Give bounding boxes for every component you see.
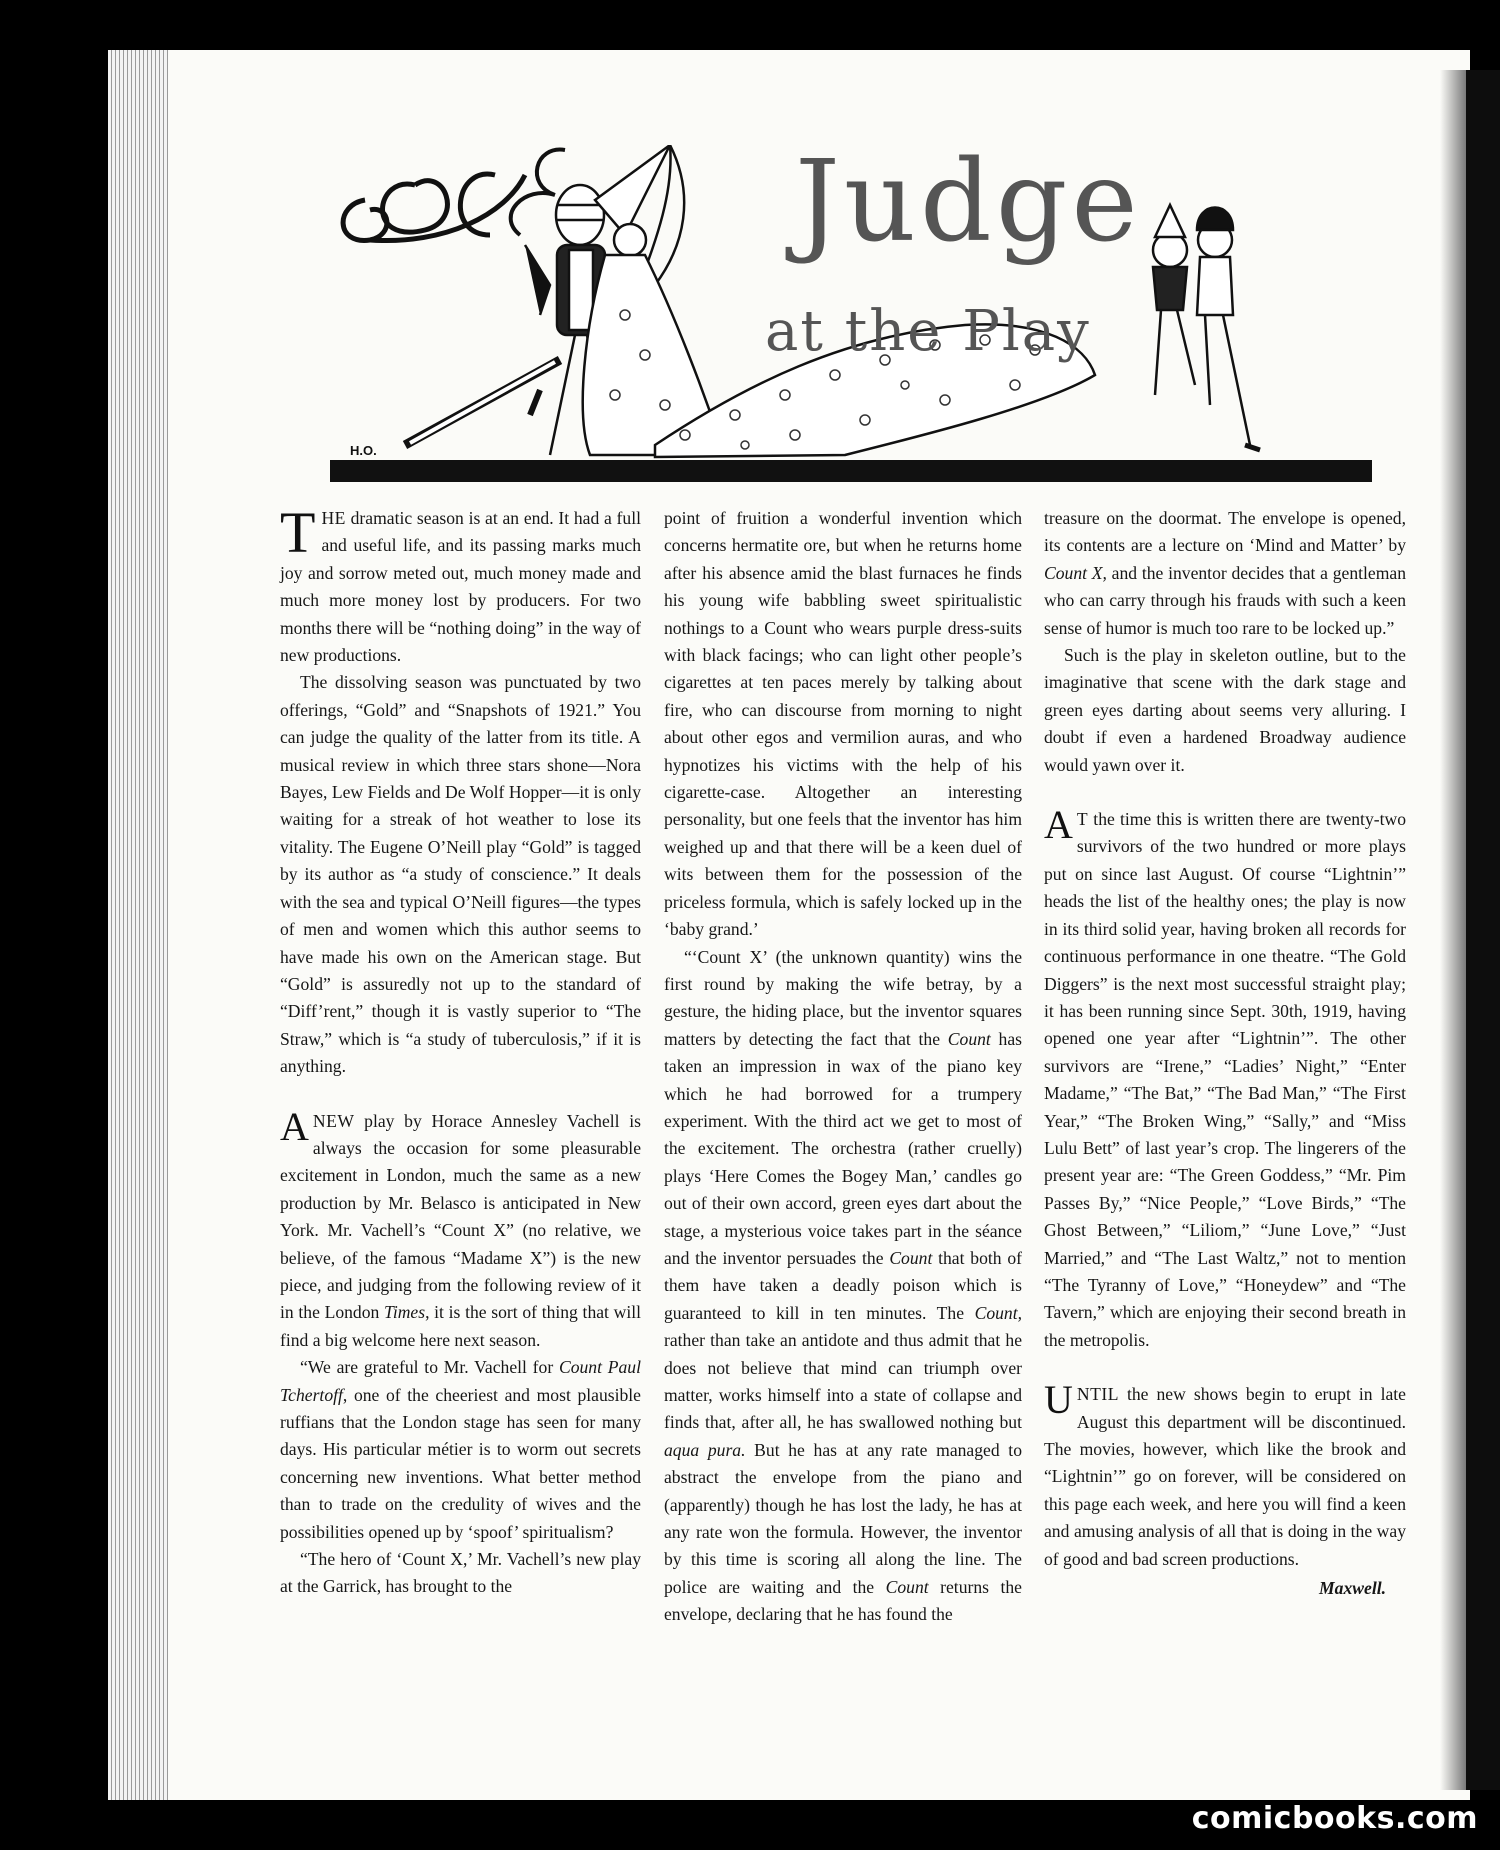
paragraph-text: But he has at any rate managed to abstract the envelope from the piano and (apparently) though he has lost the lady, he has at any rate won the formula. However, the inventor by this time is scoring all along the line. The police are waiting and the (664, 1439, 1022, 1597)
drop-cap: T (280, 500, 316, 565)
stage-floor-bar (330, 460, 1372, 482)
lead-word: NTIL (1076, 1384, 1119, 1405)
paragraph-text: , it is the sort of thing that will find a big welcome here next season. (280, 1302, 641, 1350)
italic-text: Count, (974, 1302, 1022, 1323)
paragraph (1044, 505, 1406, 642)
paragraph: “The hero of ‘Count X,’ Mr. Vachell’s new play at the Garrick, has brought to the (280, 1549, 641, 1597)
paragraph-text: “We are grateful to Mr. Vachell for (300, 1357, 559, 1378)
column-1 (280, 500, 641, 1601)
paragraph (280, 500, 641, 669)
italic-text: Times (384, 1302, 426, 1323)
paragraph: point of fruition a wonderful invention which concerns hermatite ore, but when he returns home after his absence amid the blast furnaces he finds his young wife babbling sweet spiritualistic nothings to a Count who wears purple dress-suits with black facings; who can light other people’s cigarettes at ten paces merely by talking about fire, who can discourse from morning to night about other egos and vermilion auras, and who hypnotizes his victims with the help of his cigarette-case. Altogether an interesting personality, but one feels that the inventor has him weighed up and that there will be a keen duel of wits between them for the possession of the priceless formula, which is safely locked up in the ‘baby grand.’ (664, 508, 1022, 940)
paragraph-text: dramatic season is at an end. It had a full and useful life, and its passing marks much joy and sorrow meted out, much money made and much more money lost by producers. For two months there will be “nothing doing” in the way of new productions. (280, 508, 641, 666)
lead-word: T (1076, 809, 1089, 830)
paragraph-text: has taken an impression in wax of the piano key which he had borrowed for a trumpery experiment. With the third act we get to most of the excitement. The orchestra (rather cruelly) plays ‘Here Comes the Bogey Man,’ candles go out of their own accord, green eyes dart about the stage, a mysterious voice takes part in the séance and the inventor persuades the (664, 1028, 1022, 1268)
italic-text: Count X, (1044, 562, 1107, 583)
italic-text: aqua pura. (664, 1439, 746, 1460)
paragraph-text: treasure on the doormat. The envelope is opened, its contents are a lecture on ‘Mind and Matter’ by (1044, 508, 1406, 556)
paragraph (1044, 1377, 1406, 1573)
paragraph: Such is the play in skeleton outline, but to the imaginative that scene with the dark stage and green eyes darting about seems very alluring. I doubt if even a hardened Broadway audience would yawn over it. (1044, 645, 1406, 775)
author-signature: Maxwell. (1319, 1578, 1386, 1599)
paragraph-text: , one of the cheeriest and most plausible ruffians that the London stage has seen for many days. His particular métier is to worm out secrets concerning new inventions. What better method than to trade on the credulity of wives and the possibilities opened up by ‘spoof’ spiritualism? (280, 1384, 641, 1542)
lady-figure (583, 145, 725, 455)
paragraph-text: the new shows begin to erupt in late August this department will be discontinued. The movies, however, which like the brook and “Lightnin’” go on forever, will be considered on this page each week, and here you will find a keen and amusing analysis of all that is doing in the way of good and bad screen productions. (1044, 1384, 1406, 1569)
paragraph-text: rather than take an antidote and thus admit that he does not believe that mind can triumph over matter, works himself into a state of collapse and finds that, after all, he has swallowed nothing but (664, 1330, 1022, 1433)
drop-cap: A (280, 1103, 309, 1149)
paragraph-text: and the inventor decides that a gentleman who can carry through his frauds with such a keen sense of humor is much too rare to be locked up.” (1044, 562, 1406, 638)
gutter-shadow (1440, 70, 1466, 1790)
scroll-flourish (343, 174, 525, 241)
column-3 (1044, 505, 1406, 1602)
paragraph-text: play by Horace Annesley Vachell is always the occasion for some pleasurable excitement in London, much the same as a new production by Mr. Belasco is anticipated in New York. Mr. Vachell’s “Count X” (no relative, we believe, of the famous “Madame X”) is the new piece, and judging from the following review of it in the London (280, 1110, 641, 1323)
paragraph-text: “‘Count X’ (the unknown quantity) wins the first round by making the wife betray, by a gesture, the hiding place, but the inventor squares matters by detecting the fact that the (664, 946, 1022, 1049)
paragraph (280, 1103, 641, 1355)
lead-word: HE (321, 508, 346, 528)
paragraph: The dissolving season was punctuated by two offerings, “Gold” and “Snapshots of 1921.” You can judge the quality of the latter from its title. A musical review in which three stars shone—Nora Bayes, Lew Fields and De Wolf Hopper—it is only waiting for a streak of hot weather to lose its vitality. The Eugene O’Neill play “Gold” is tagged by its author as “a study of conscience.” It deals with the sea and typical O’Neill figures—the types of men and women which this author seems to have made his own on the American stage. But “Gold” is assuredly not up to the standard of “Diff’rent,” though it is vastly superior to “The Straw,” which is “a study of tuberculosis,” if it is anything. (280, 672, 641, 1077)
header-illustration (325, 145, 1375, 490)
next-page-edge (1466, 70, 1500, 1790)
site-watermark: comicbooks.com (1191, 1801, 1478, 1836)
paragraph-text: the time this is written there are twenty-two survivors of the two hundred or more plays put on since last August. Of course “Lightnin’” heads the list of the healthy ones; the play is now in its third solid year, having broken all records for continuous performance in one theatre. “The Gold Diggers” is the next most successful straight play; it has been running since Sept. 30th, 1919, having opened one year after “Lightnin’”. The other survivors are “Irene,” “Ladies’ Night,” “Enter Madame,” “The Bat,” “The Bad Man,” “The First Year,” “The Broken Wing,” “Sally,” and “Miss Lulu Bett” of last year’s crop. The lingerers of the present year are: “The Green Goddess,” “Mr. Pim Passes By,” “Nice People,” “Love Birds,” “The Ghost Between,” “Liliom,” “June Love,” “Just Married,” and “The Last Waltz,” not to mention “The Tyranny of Love,” “Honeydew” and “The Tavern,” which are enjoying their second breath in the metropolis. (1044, 809, 1406, 1350)
italic-text: Count (947, 1028, 991, 1049)
italic-text: Count (889, 1247, 933, 1268)
italic-text: Count Paul Tchertoff (280, 1357, 641, 1405)
drop-cap: A (1044, 802, 1073, 848)
lead-word: NEW (312, 1110, 355, 1131)
paragraph (280, 1354, 641, 1546)
artist-initials: H.O. (350, 443, 377, 458)
paragraph (1044, 802, 1406, 1354)
drop-cap: U (1044, 1377, 1073, 1423)
title-judge: Judge (795, 145, 1142, 267)
paragraph (664, 944, 1022, 1629)
title-at-the-play: at the Play (765, 299, 1091, 364)
paragraph-text: returns the envelope, declaring that he has found the (664, 1576, 1022, 1625)
italic-text: Count (885, 1576, 929, 1597)
paragraph-text: that both of them have taken a deadly poison which is guaranteed to kill in ten minutes. The (664, 1247, 1022, 1323)
page-boys (1153, 205, 1260, 450)
column-2 (664, 505, 1022, 1629)
